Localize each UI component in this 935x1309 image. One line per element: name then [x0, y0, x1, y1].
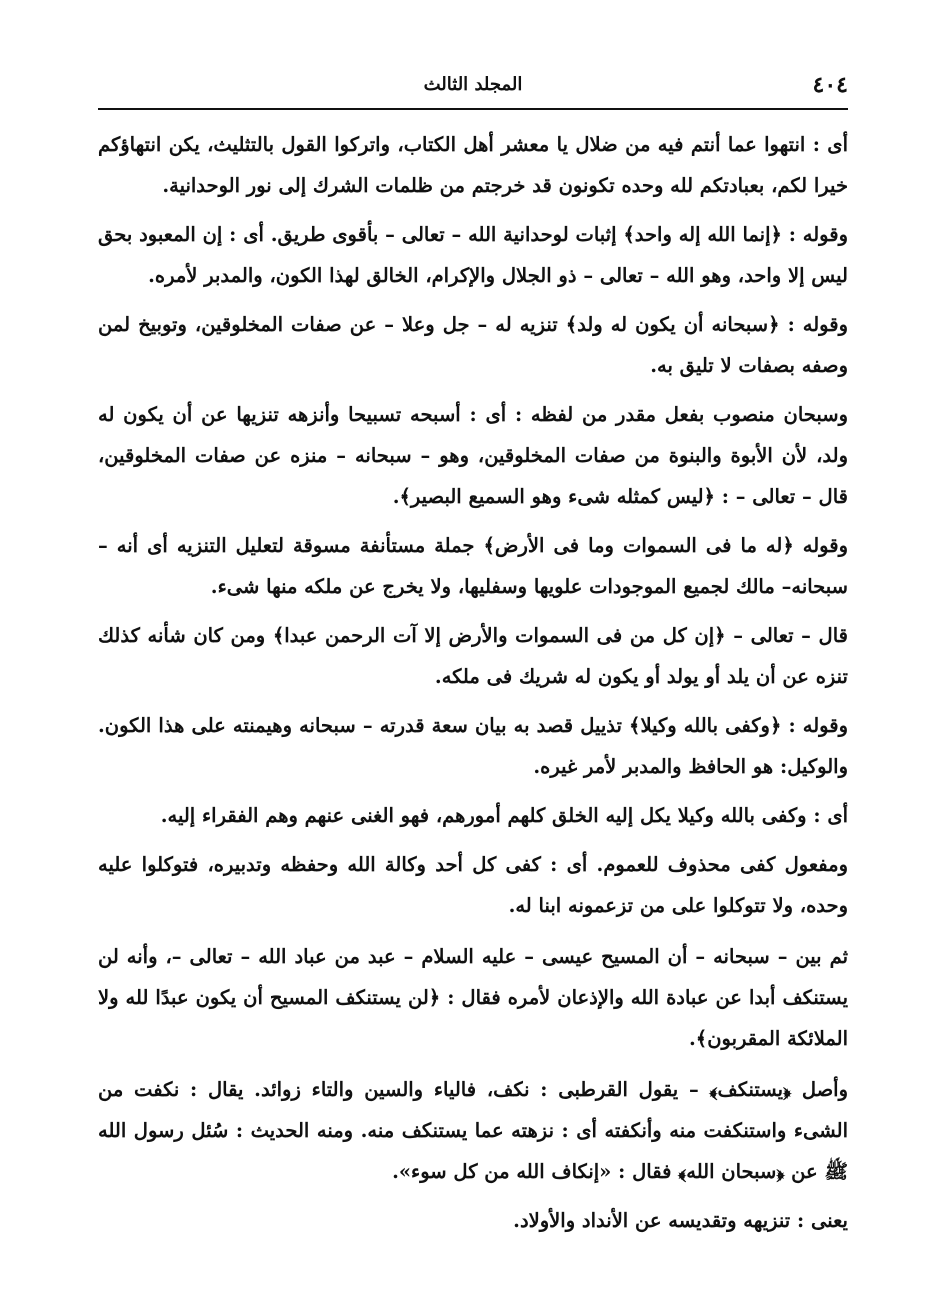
paragraph-4: وسبحان منصوب بفعل مقدر من لفظه : أى : أسبحه تسبيحا وأنزهه تنزيها عن أن يكون له ولد، لأن الأبوة والبنوة من صفات المخلوقين، وهو – سبحانه – منزه عن صفات المخلوقين، قال – تعالى – : ﴿ليس كمثله شىء وهو السميع البصير﴾.: [98, 403, 848, 508]
paragraph-11: وأصل ﴿يستنكف﴾ – يقول القرطبى : نكف، فالياء والسين والتاء زوائد. يقال : نكفت من الشىء واستنكفت منه وأنكفته أى : نزهته عما يستنكف منه. ومنه الحديث : سُئل رسول الله ﷺ عن ﴿سبحان الله﴾ فقال : «إنكاف الله من كل سوء».: [98, 1078, 848, 1183]
paragraph-8: أى : وكفى بالله وكيلا يكل إليه الخلق كلهم أمورهم، فهو الغنى عنهم وهم الفقراء إليه.: [160, 804, 848, 827]
paragraph-3: وقوله : ﴿سبحانه أن يكون له ولد﴾ تنزيه له – جل وعلا – عن صفات المخلوقين، وتوبيخ لمن وصفه بصفات لا تليق به.: [98, 313, 848, 377]
paragraph-2: وقوله : ﴿إنما الله إله واحد﴾ إثبات لوحدانية الله – تعالى – بأقوى طريق. أى : إن المعبود بحق ليس إلا واحد، وهو الله – تعالى – ذو الجلال والإكرام، الخالق لهذا الكون، والمدبر لأمره.: [98, 223, 848, 287]
page-number: ٤٠٤: [812, 72, 848, 98]
page-header: [98, 66, 848, 106]
paragraph-9: ومفعول كفى محذوف للعموم. أى : كفى كل أحد وكالة الله وحفظه وتدبيره، فتوكلوا عليه وحده، ولا تتوكلوا على من تزعمونه ابنا له.: [98, 853, 848, 917]
page-body: [98, 124, 848, 1249]
header-rule: [98, 108, 848, 110]
paragraph-7: وقوله : ﴿وكفى بالله وكيلا﴾ تذييل قصد به بيان سعة قدرته – سبحانه وهيمنته على هذا الكون. والوكيل: هو الحافظ والمدبر لأمر غيره.: [98, 714, 848, 778]
paragraph-10: ثم بين – سبحانه – أن المسيح عيسى – عليه السلام – عبد من عباد الله – تعالى –، وأنه لن يستنكف أبدا عن عبادة الله والإذعان لأمره فقال : ﴿لن يستنكف المسيح أن يكون عبدًا لله ولا الملائكة المقربون﴾.: [98, 945, 848, 1050]
paragraph-12: يعنى : تنزيهه وتقديسه عن الأنداد والأولاد.: [513, 1209, 848, 1232]
paragraph-1: أى : انتهوا عما أنتم فيه من ضلال يا معشر أهل الكتاب، واتركوا القول بالتثليث، يكن انتهاؤكم خيرا لكم، بعبادتكم لله وحده تكونون قد خرجتم من ظلمات الشرك إلى نور الوحدانية.: [98, 133, 848, 197]
paragraph-6: قال – تعالى – ﴿إن كل من فى السموات والأرض إلا آت الرحمن عبدا﴾ ومن كان شأنه كذلك تنزه عن أن يلد أو يولد أو يكون له شريك فى ملكه.: [98, 624, 848, 688]
paragraph-5: وقوله ﴿له ما فى السموات وما فى الأرض﴾ جملة مستأنفة مسوقة لتعليل التنزيه أى أنه –سبحانه– مالك لجميع الموجودات علويها وسفليها، ولا يخرج عن ملكه منها شىء.: [98, 534, 848, 598]
running-title: المجلد الثالث: [423, 74, 523, 95]
